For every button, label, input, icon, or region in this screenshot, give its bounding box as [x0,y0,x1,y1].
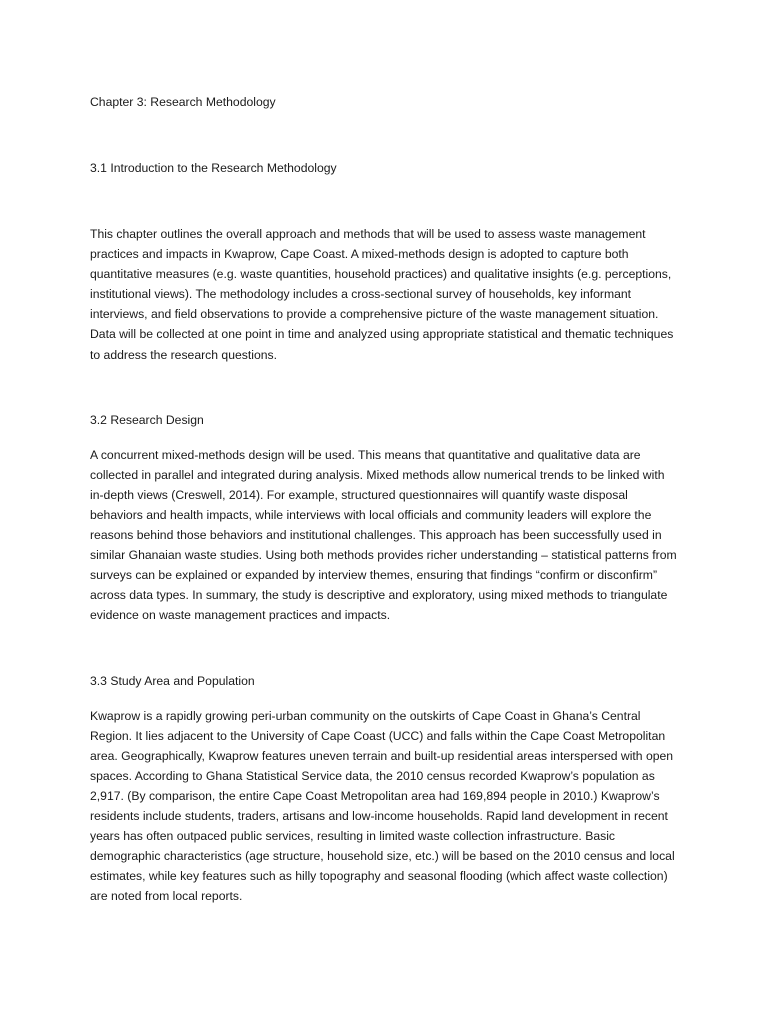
section-heading-research-design: 3.2 Research Design [90,412,204,427]
section-paragraph-study-area: Kwaprow is a rapidly growing peri-urban community on the outskirts of Cape Coast in Ghana’s Central Region. It lies adjacent to the University of Cape Coast (UCC) and falls within the Cape Coast Metropolitan area. Geographically, Kwaprow features uneven terrain and built-up residential areas interspersed with open spaces. According to Ghana Statistical Service data, the 2010 census recorded Kwaprow’s population as 2,917. (By comparison, the entire Cape Coast Metropolitan area had 169,894 people in 2010.) Kwaprow’s residents include students, traders, artisans and low-income households. Rapid land development in recent years has often outpaced public services, resulting in limited waste collection infrastructure. Basic demographic characteristics (age structure, household size, etc.) will be based on the 2010 census and local estimates, while key features such as hilly topography and seasonal flooding (which affect waste collection) are noted from local reports. [90,708,675,904]
section-paragraph-research-design: A concurrent mixed-methods design will be used. This means that quantitative and qualitative data are collected in parallel and integrated during analysis. Mixed methods allow numerical trends to be linked with in-depth views (Creswell, 2014). For example, structured questionnaires will quantify waste disposal behaviors and health impacts, while interviews with local officials and community leaders will explore the reasons behind those behaviors and institutional challenges. This approach has been successfully used in similar Ghanaian waste studies. Using both methods provides richer understanding – statistical patterns from surveys can be explained or expanded by interview themes, ensuring that findings “confirm or disconfirm” across data types. In summary, the study is descriptive and exploratory, using mixed methods to triangulate evidence on waste management practices and impacts. [90,447,677,623]
document-body [90,93,680,906]
section-heading-introduction: 3.1 Introduction to the Research Methodology [90,161,337,175]
section-heading-study-area: 3.3 Study Area and Population [90,673,255,688]
section-paragraph-introduction: This chapter outlines the overall approach and methods that will be used to assess waste management practices and impacts in Kwaprow, Cape Coast. A mixed-methods design is adopted to capture both quantitative measures (e.g. waste quantities, household practices) and qualitative insights (e.g. perceptions, institutional views). The methodology includes a cross-sectional survey of households, key informant interviews, and field observations to provide a comprehensive picture of the waste management situation. Data will be collected at one point in time and analyzed using appropriate statistical and thematic techniques to address the research questions. [90,227,674,362]
chapter-title: Chapter 3: Research Methodology [90,95,276,109]
